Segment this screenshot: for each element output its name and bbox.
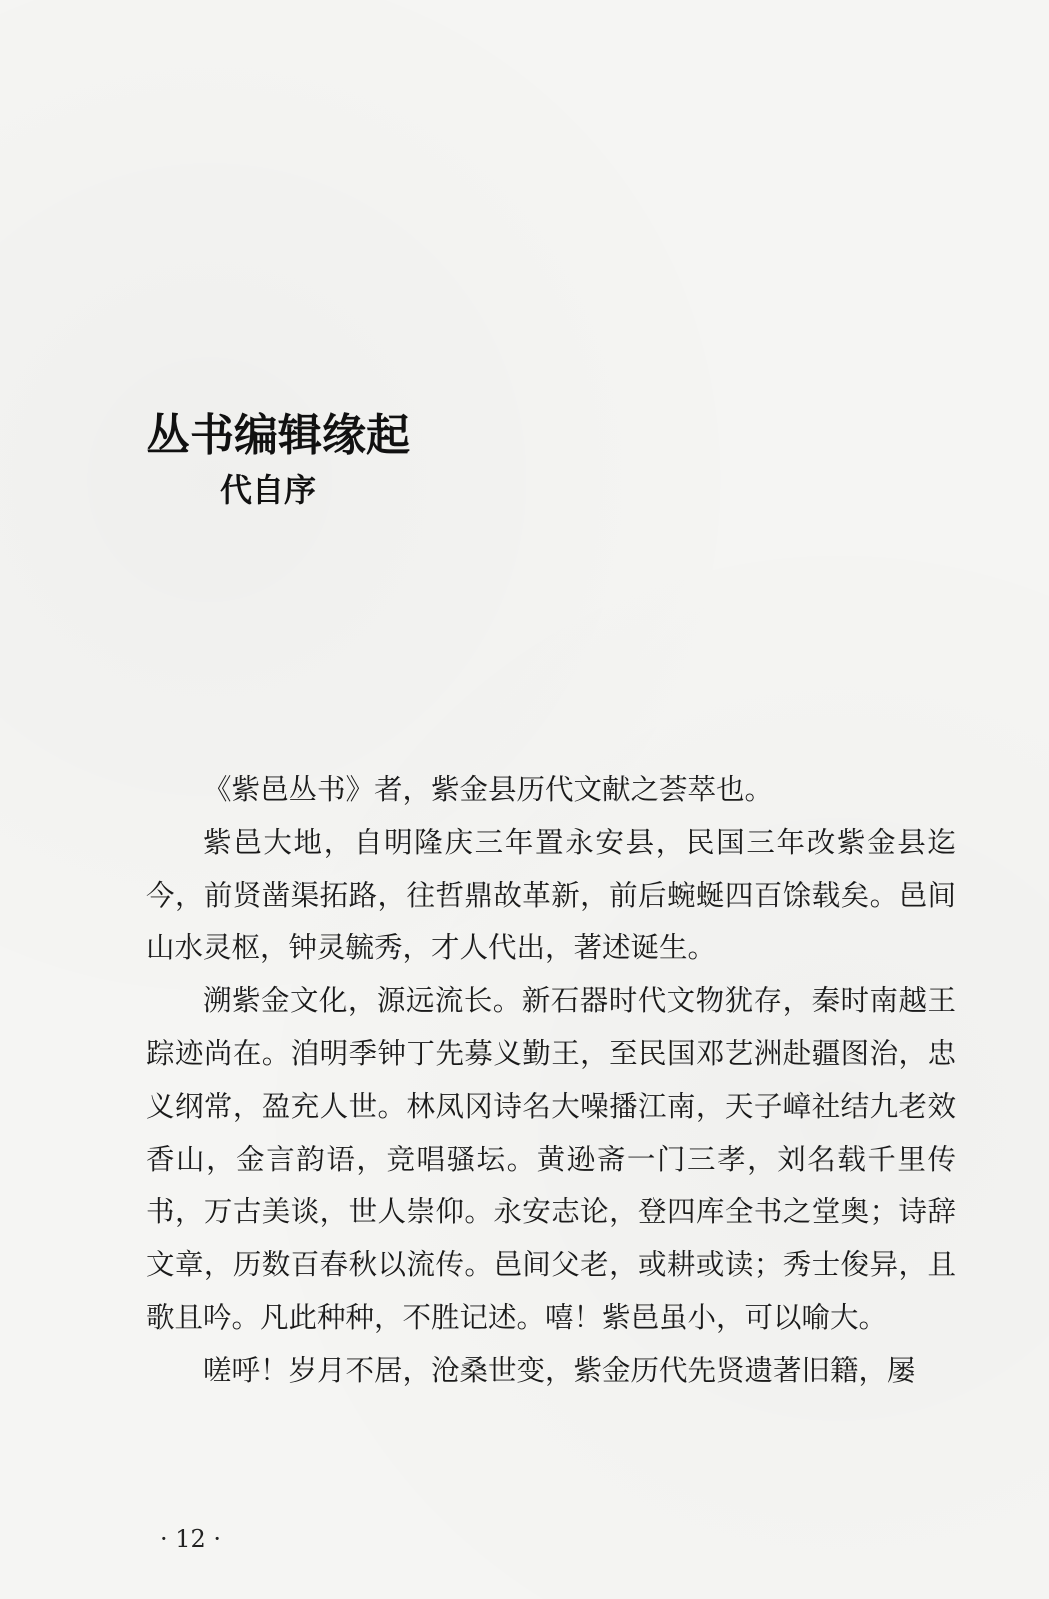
page-title: 丛书编辑缘起 <box>146 410 410 461</box>
paragraph: 《紫邑丛书》者，紫金县历代文献之荟萃也。 <box>203 773 774 806</box>
body-text <box>146 764 956 1398</box>
page-number: · 12 · <box>160 1525 222 1553</box>
page-subtitle: 代自序 <box>220 471 317 509</box>
paragraph: 紫邑大地，自明隆庆三年置永安县，民国三年改紫金县迄今，前贤凿渠拓路，往哲鼎故革新，前后蜿蜒四百馀载矣。邑间山水灵枢，钟灵毓秀，才人代出，著述诞生。 <box>146 825 956 965</box>
paragraph: 嗟呼！岁月不居，沧桑世变，紫金历代先贤遗著旧籍，屡 <box>203 1353 916 1387</box>
paragraph: 溯紫金文化，源远流长。新石器时代文物犹存，秦时南越王踪迹尚在。洎明季钟丁先募义勤王，至民国邓艺洲赴疆图治，忠义纲常，盈充人世。林凤冈诗名大噪播江南，天子嶂社结九老效香山，金言韵语，竞唱骚坛。黄逊斋一门三孝，刘名载千里传书，万古美谈，世人崇仰。永安志论，登四库全书之堂奥；诗辞文章，历数百春秋以流传。邑间父老，或耕或读；秀士俊异，且歌且吟。凡此种种，不胜记述。嘻！紫邑虽小，可以喻大。 <box>146 984 956 1334</box>
